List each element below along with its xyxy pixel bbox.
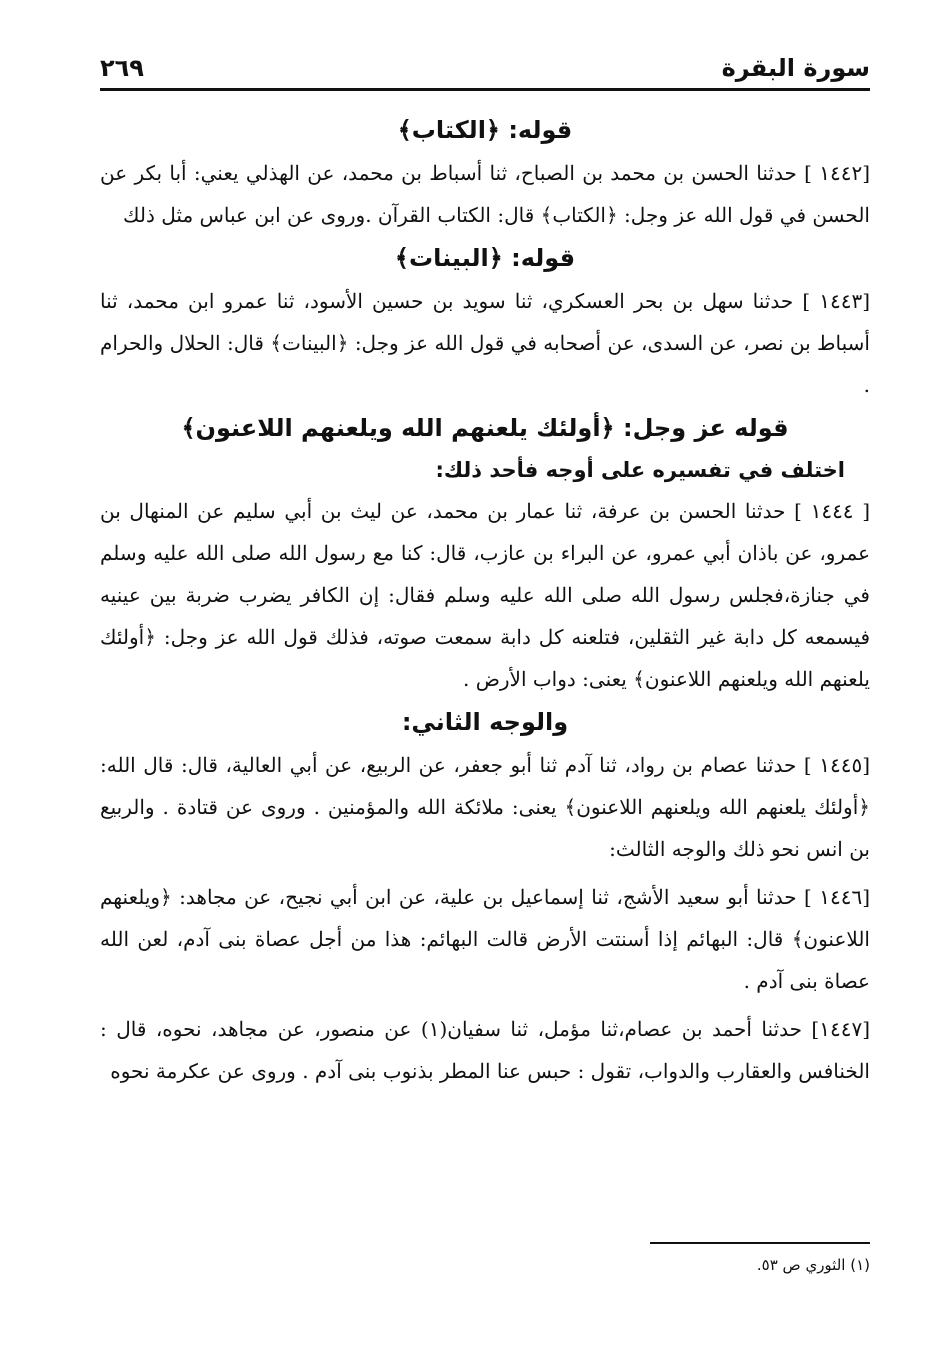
heading-ulaika: قوله عز وجل: ﴿أولئك يلعنهم الله ويلعنهم اللاعنون﴾ [181, 414, 789, 442]
hadith-1444: [ ١٤٤٤ ] حدثنا الحسن بن عرفة، ثنا عمار بن محمد، عن ليث بن أبي سليم عن المنهال بن عمرو، عن باذان أبي عمرو، عن البراء بن عازب، قال: كنا مع رسول الله صلى الله عليه وسلم في جنازة،فجلس رسول الله صلى الله عليه وسلم فقال: إن الكافر يضرب ضربة بين عينيه فيسمعه كل دابة غير الثقلين، فتلعنه كل دابة سمعت صوته، فذلك قول الله عز وجل: ﴿أولئك يلعنهم الله ويلعنهم اللاعنون﴾ يعنى: دواب الأرض . [100, 499, 870, 691]
footnote-divider [650, 1242, 870, 1244]
hadith-1443: [١٤٤٣ ] حدثنا سهل بن بحر العسكري، ثنا سويد بن حسين الأسود، ثنا عمرو ابن محمد، ثنا أسباط بن نصر، عن السدى، عن أصحابه في قول الله عز وجل: ﴿البينات﴾ قال: الحلال والحرام . [100, 289, 870, 397]
heading-al-kitab: قوله: ﴿الكتاب﴾ [397, 116, 573, 144]
hadith-1445: [١٤٤٥ ] حدثنا عصام بن رواد، ثنا آدم ثنا أبو جعفر، عن الربيع، عن أبي العالية، قال: قال الله: ﴿أولئك يلعنهم الله ويلعنهم اللاعنون﴾ يعنى: ملائكة الله والمؤمنين . وروى عن قتادة . والربيع بن انس نحو ذلك والوجه الثالث: [100, 753, 870, 861]
subheading-interpretations: اختلف في تفسيره على أوجه فأحد ذلك: [435, 458, 845, 482]
surah-title: سورة البقرة [721, 54, 870, 82]
page-header [100, 40, 870, 91]
heading-second-view: والوجه الثاني: [401, 708, 569, 736]
hadith-1442: [١٤٤٢ ] حدثنا الحسن بن محمد بن الصباح، ثنا أسباط بن محمد، عن الهذلي يعني: أبا بكر عن الحسن في قول الله عز وجل: ﴿الكتاب﴾ قال: الكتاب القرآن .وروى عن ابن عباس مثل ذلك [100, 161, 870, 227]
hadith-1447: [١٤٤٧] حدثنا أحمد بن عصام،ثنا مؤمل، ثنا سفيان(١) عن منصور، عن مجاهد، نحوه، قال : الخنافس والعقارب والدواب، تقول : حبس عنا المطر بذنوب بنى آدم . وروى عن عكرمة نحوه [100, 1017, 870, 1083]
hadith-1446: [١٤٤٦ ] حدثنا أبو سعيد الأشج، ثنا إسماعيل بن علية، عن ابن أبي نجيح، عن مجاهد: ﴿ويلعنهم اللاعنون﴾ قال: البهائم إذا أسنتت الأرض قالت البهائم: هذا من أجل عصاة بنى آدم، لعن الله عصاة بنى آدم . [100, 885, 870, 993]
page-number: ٢٦٩ [100, 54, 144, 82]
page-body [100, 108, 870, 1092]
heading-al-bayyinat: قوله: ﴿البينات﴾ [394, 244, 576, 272]
footnote: (١) الثوري ص ٥٣. [756, 1256, 870, 1274]
